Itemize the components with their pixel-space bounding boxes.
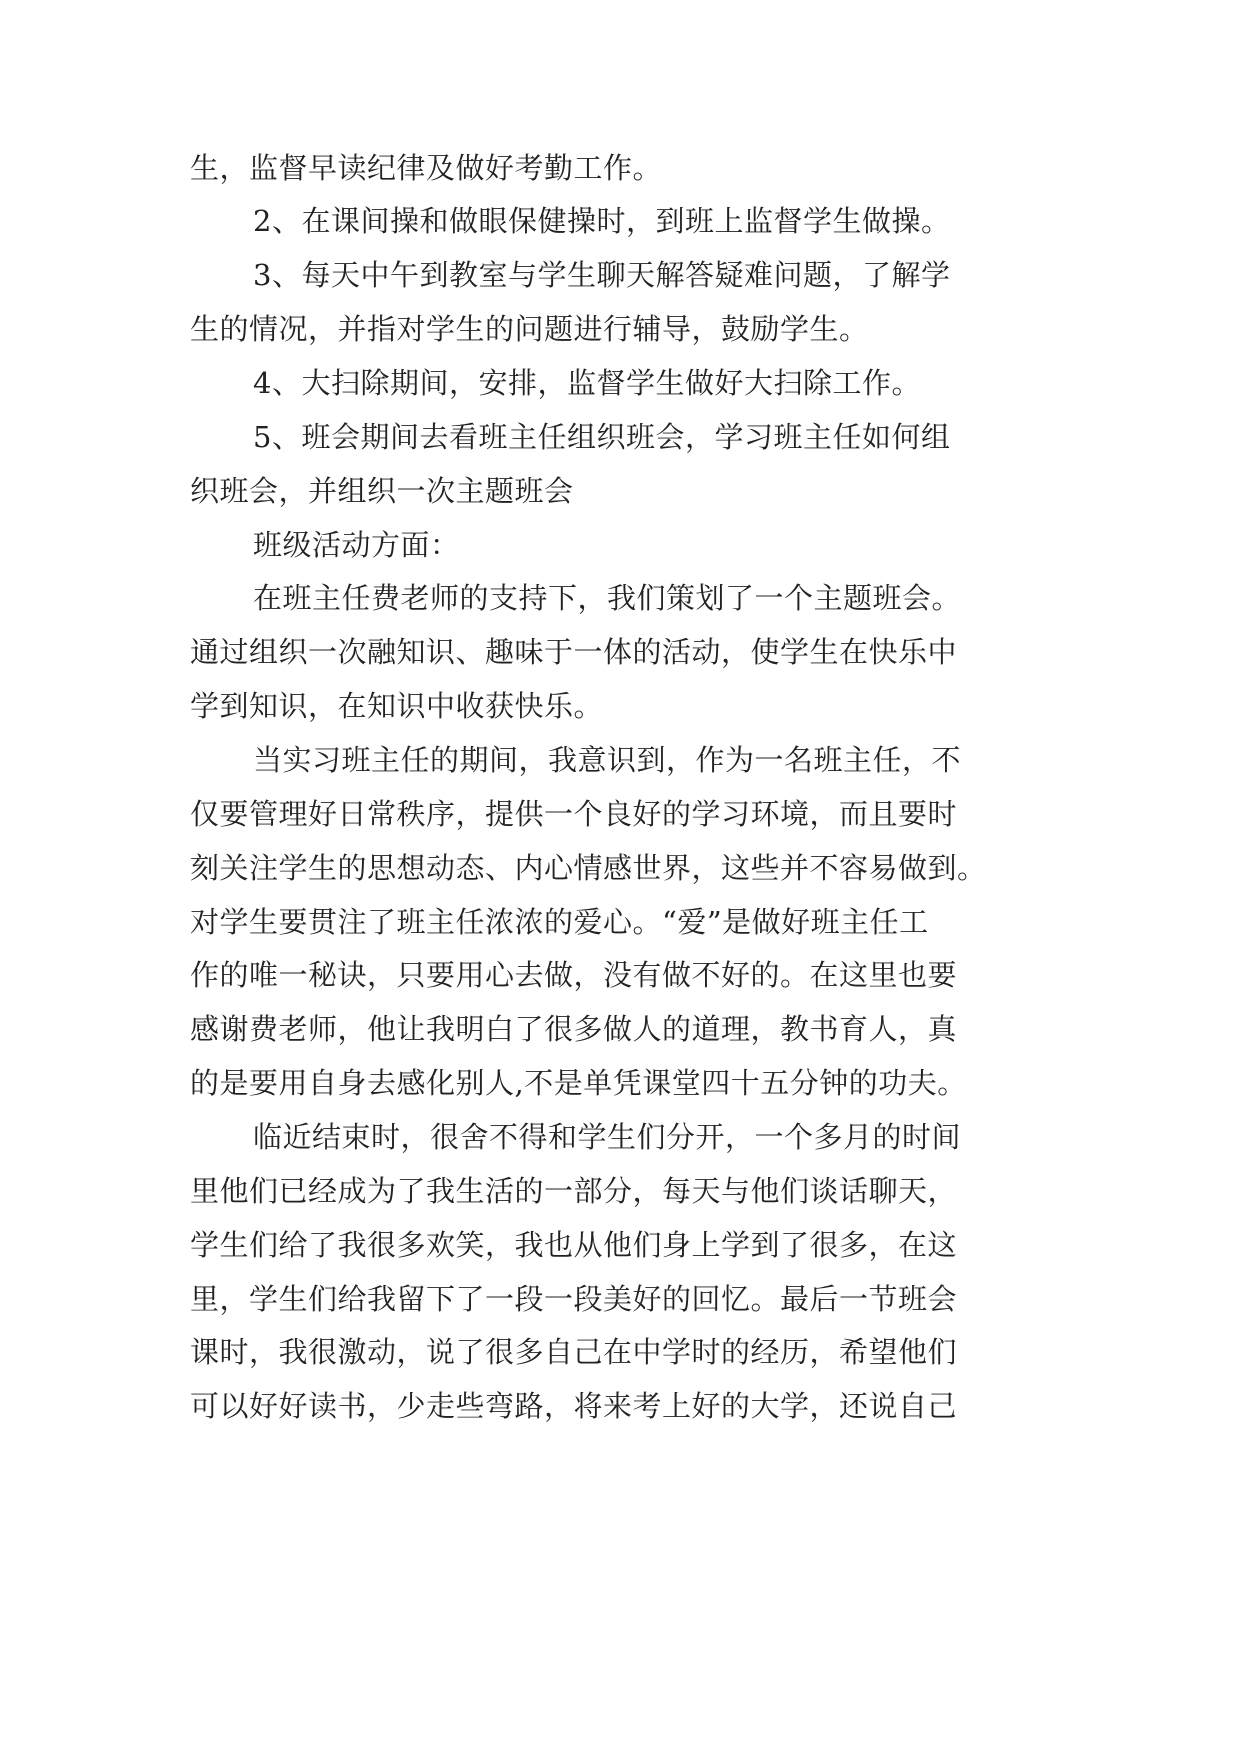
text-line: 2、在课间操和做眼保健操时，到班上监督学生做操。 bbox=[253, 204, 951, 238]
text-line: 通过组织一次融知识、趣味于一体的活动，使学生在快乐中 bbox=[190, 635, 958, 669]
text-line: 刻关注学生的思想动态、内心情感世界，这些并不容易做到。 bbox=[190, 851, 987, 885]
text-line: 仅要管理好日常秩序，提供一个良好的学习环境，而且要时 bbox=[190, 797, 958, 831]
text-line: 3、每天中午到教室与学生聊天解答疑难问题，了解学 bbox=[253, 258, 951, 292]
section-heading: 班级活动方面： bbox=[253, 528, 460, 562]
text-line: 5、班会期间去看班主任组织班会，学习班主任如何组 bbox=[253, 420, 951, 454]
text-line: 生，监督早读纪律及做好考勤工作。 bbox=[190, 151, 663, 185]
text-line: 临近结束时，很舍不得和学生们分开，一个多月的时间 bbox=[253, 1120, 962, 1154]
text-line: 里他们已经成为了我生活的一部分，每天与他们谈话聊天， bbox=[190, 1174, 958, 1208]
text-line: 学生们给了我很多欢笑，我也从他们身上学到了很多，在这 bbox=[190, 1228, 958, 1262]
text-line: 的是要用自身去感化别人,不是单凭课堂四十五分钟的功夫。 bbox=[190, 1066, 967, 1100]
text-line: 在班主任费老师的支持下，我们策划了一个主题班会。 bbox=[253, 581, 962, 615]
text-line: 作的唯一秘诀，只要用心去做，没有做不好的。在这里也要 bbox=[190, 958, 958, 992]
text-line: 4、大扫除期间，安排，监督学生做好大扫除工作。 bbox=[253, 366, 921, 400]
text-line: 感谢费老师，他让我明白了很多做人的道理，教书育人，真 bbox=[190, 1012, 958, 1046]
text-line: 里，学生们给我留下了一段一段美好的回忆。最后一节班会 bbox=[190, 1282, 958, 1316]
text-line: 当实习班主任的期间，我意识到，作为一名班主任，不 bbox=[253, 743, 962, 777]
text-line: 织班会，并组织一次主题班会 bbox=[190, 474, 574, 508]
text-line: 可以好好读书，少走些弯路，将来考上好的大学，还说自己 bbox=[190, 1389, 958, 1423]
text-line: 学到知识，在知识中收获快乐。 bbox=[190, 689, 604, 723]
text-line: 生的情况，并指对学生的问题进行辅导，鼓励学生。 bbox=[190, 312, 869, 346]
text-line: 对学生要贯注了班主任浓浓的爱心。“爱”是做好班主任工 bbox=[190, 905, 929, 939]
text-line: 课时，我很激动，说了很多自己在中学时的经历，希望他们 bbox=[190, 1335, 958, 1369]
